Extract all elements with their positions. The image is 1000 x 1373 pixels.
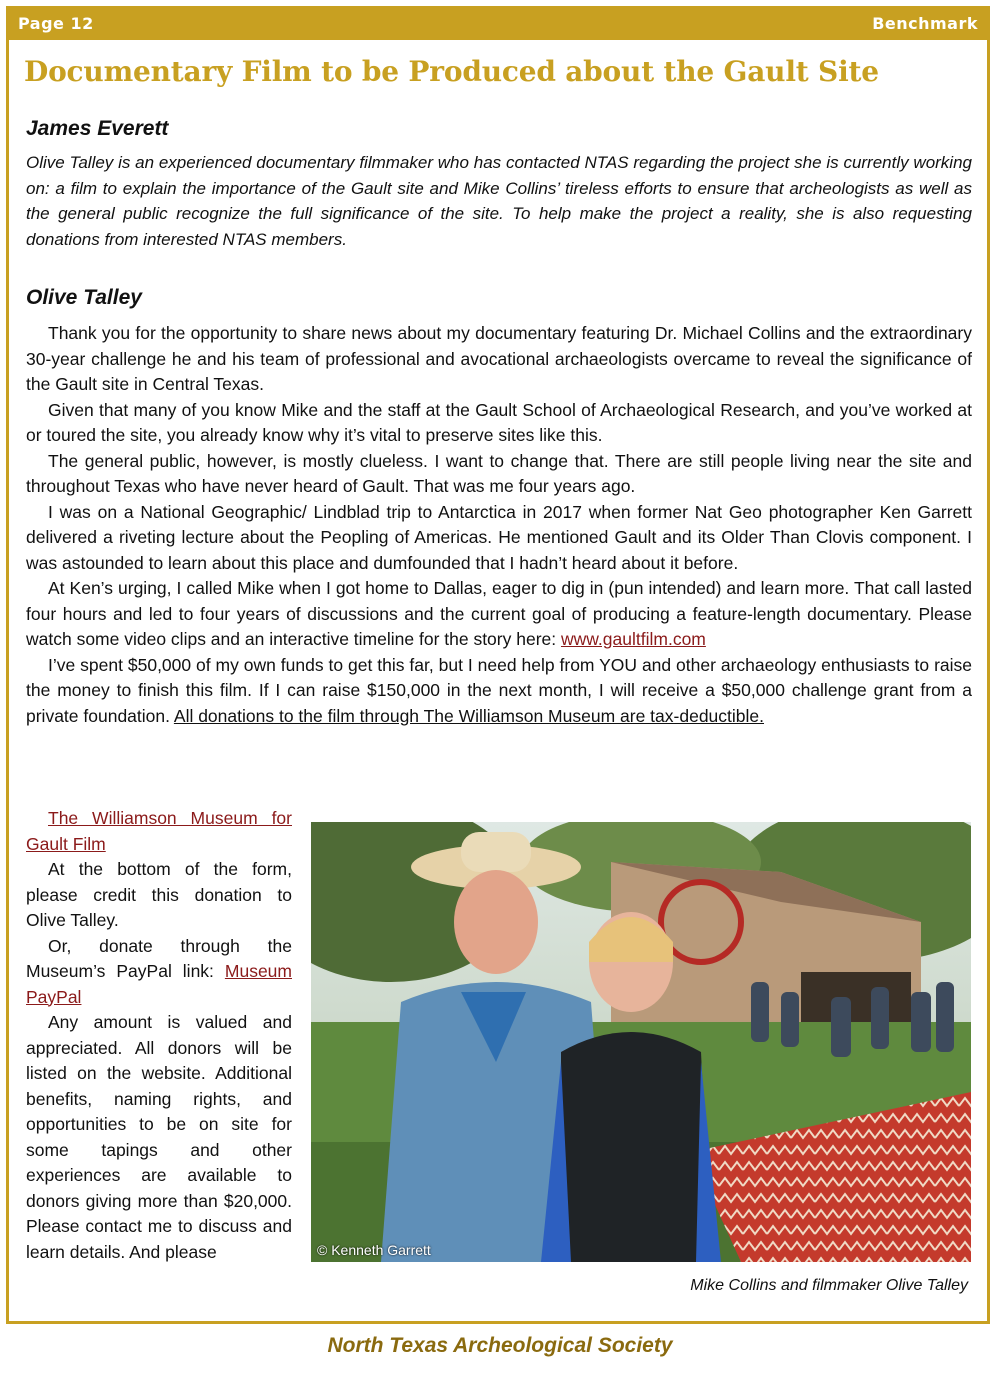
- header-bar: [6, 6, 990, 40]
- intro-author: James Everett: [26, 117, 169, 140]
- paragraph: I was on a National Geographic/ Lindblad trip to Antarctica in 2017 when former Nat Geo photographer Ken Garrett delivered a riveting lecture about the Peopling of Americas. He mentioned Gault and its Older Than Clovis component. I was astounded to learn about this place and dumfounded that I hadn’t heard about it before.: [26, 501, 972, 573]
- footer-society-name: North Texas Archeological Society: [327, 1334, 673, 1357]
- photo-caption: Mike Collins and filmmaker Olive Talley: [690, 1277, 968, 1294]
- museum-link-paragraph: [26, 806, 292, 857]
- paypal-link[interactable]: Museum PayPal: [26, 961, 292, 1007]
- photo-illustration: [311, 822, 971, 1262]
- paragraph-text: I’ve spent $50,000 of my own funds to get this far, but I need help from YOU and other archaeology enthusiasts to raise the money to finish this film. If I can raise $150,000 in the next month, I will receive a $50,000 challenge grant from a private foundation.: [26, 654, 972, 726]
- page-number: Page 12: [18, 14, 94, 33]
- donation-column: [26, 806, 292, 1265]
- article-body: [26, 321, 972, 729]
- paragraph: The general public, however, is mostly clueless. I want to change that. There are still people living near the site and throughout Texas who have never heard of Gault. That was me four years ago.: [26, 450, 972, 496]
- article-author: Olive Talley: [26, 286, 142, 309]
- photo-credit: © Kenneth Garrett: [317, 1242, 431, 1258]
- paragraph: [26, 653, 972, 730]
- tax-deductible-note: All donations to the film through The Williamson Museum are tax-deductible.: [173, 705, 764, 726]
- photo: [311, 822, 971, 1262]
- paragraph: [26, 934, 292, 1011]
- paragraph: Any amount is valued and appreciated. All donors will be listed on the website. Additional benefits, naming rights, and opportunities to be on site for some tapings and other experiences are available to donors giving more than $20,000. Please contact me to discuss and learn details. And please: [26, 1012, 292, 1262]
- paragraph: Given that many of you know Mike and the staff at the Gault School of Archaeological Research, and you’ve worked at or toured the site, you already know why it’s vital to preserve sites like this.: [26, 399, 972, 445]
- article-title: Documentary Film to be Produced about the Gault Site: [24, 55, 879, 88]
- intro-paragraph: Olive Talley is an experienced documentary filmmaker who has contacted NTAS regarding the project she is currently working on: a film to explain the importance of the Gault site and Mike Collins’ tireless efforts to ensure that archeologists as well as the general public recognize the full significance of the site. To help make the project a reality, she is also requesting donations from interested NTAS members.: [26, 153, 972, 249]
- williamson-museum-link[interactable]: The Williamson Museum for Gault Film: [26, 808, 292, 854]
- paragraph: Thank you for the opportunity to share news about my documentary featuring Dr. Michael Collins and the extraordinary 30-year challenge he and his team of professional and avocational archaeologists overcame to reveal the significance of the Gault site in Central Texas.: [26, 323, 972, 394]
- publication-name: Benchmark: [872, 14, 978, 33]
- paragraph: At the bottom of the form, please credit this donation to Olive Talley.: [26, 859, 292, 930]
- paragraph: [26, 576, 972, 653]
- paragraph-text: Or, donate through the Museum’s PayPal link:: [26, 935, 292, 981]
- gaultfilm-link[interactable]: www.gaultfilm.com: [560, 629, 706, 649]
- paragraph-text: At Ken’s urging, I called Mike when I got home to Dallas, eager to dig in (pun intended) and learn more. That call lasted four hours and led to four years of discussions and the current goal of producing a feature-length documentary. Please watch some video clips and an interactive timeline for the story here:: [26, 578, 972, 649]
